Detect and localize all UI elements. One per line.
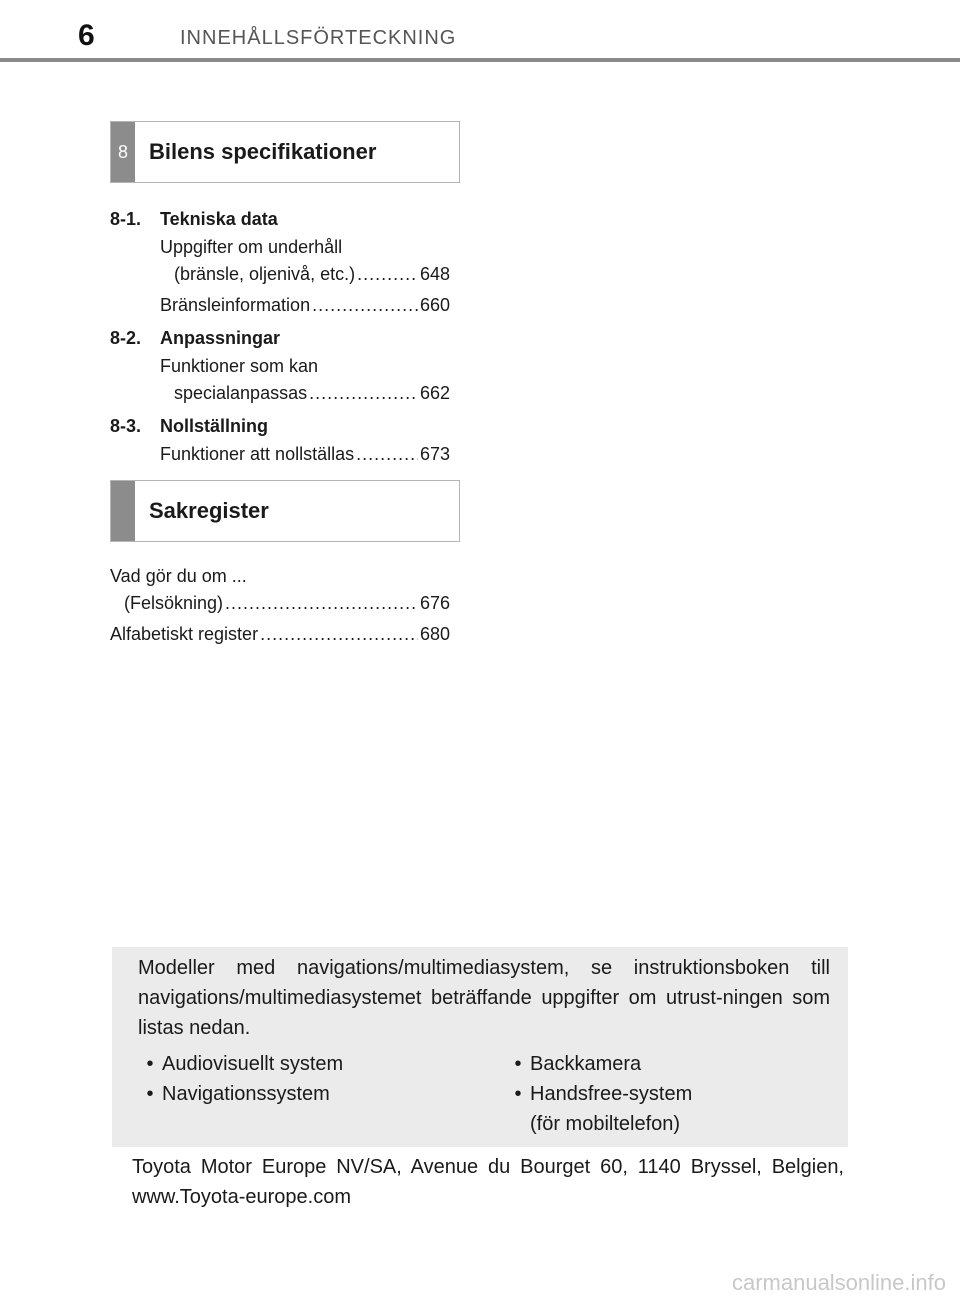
toc-entry[interactable] (110, 441, 450, 468)
section-heading-sakregister (110, 480, 460, 542)
entry-page: 680 (419, 624, 450, 644)
note-text: Modeller med navigations/multimediasystem, se instruktionsboken till navigations/multimediasystemet beträffande uppgifter om utrust-ningen som listas nedan. (138, 957, 830, 1039)
entry-text: Alfabetiskt register (110, 624, 259, 644)
page-number: 6 (78, 19, 95, 52)
entry-page: 676 (419, 593, 450, 613)
chapter-number: 8-1. (110, 209, 142, 229)
entry-text: Vad gör du om ... (110, 566, 247, 586)
entry-text: (Felsökning) (124, 593, 224, 613)
toc-chapter[interactable] (110, 204, 450, 234)
chapter-number: 8-2. (110, 328, 142, 348)
entry-page: 648 (419, 264, 450, 284)
section-title: Sakregister (149, 498, 269, 523)
list-item: • Backkamera (506, 1049, 692, 1079)
entry-page: 673 (419, 444, 450, 464)
section-heading-8 (110, 121, 460, 183)
section-tab-number: 8 (111, 122, 135, 182)
page-header (0, 0, 960, 64)
bullet-list-left (138, 1049, 343, 1109)
section-title: Bilens specifikationer (149, 139, 377, 164)
entry-text: (bränsle, oljenivå, etc.) (174, 264, 356, 284)
toc-section-8 (110, 204, 450, 468)
note-box (112, 947, 848, 1147)
list-item-text: Audiovisuellt system (162, 1053, 344, 1075)
toc-entry[interactable] (110, 621, 450, 648)
chapter-title: Tekniska data (160, 209, 278, 229)
toc-chapter[interactable] (110, 323, 450, 353)
leader-dots (260, 621, 418, 648)
entry-text: Funktioner att nollställas (160, 444, 355, 464)
header-rule (0, 58, 960, 62)
entry-text: Funktioner som kan (160, 356, 319, 376)
list-item-text: Handsfree-system (530, 1083, 693, 1105)
leader-dots (312, 292, 418, 319)
leader-dots (356, 441, 418, 468)
entry-text: specialanpassas (174, 383, 308, 403)
toc-entry[interactable] (110, 353, 450, 411)
list-item-subtext: (för mobiltelefon) (530, 1113, 681, 1135)
entry-text: Bränsleinformation (160, 295, 311, 315)
entry-page: 662 (419, 383, 450, 403)
list-item: • Audiovisuellt system (138, 1049, 343, 1079)
chapter-title: Nollställning (160, 416, 268, 436)
chapter-title: Anpassningar (160, 328, 281, 348)
list-item: • Handsfree-system (506, 1079, 692, 1109)
leader-dots (309, 380, 418, 407)
list-item-text: Backkamera (530, 1053, 642, 1075)
toc-entry[interactable] (110, 234, 450, 292)
entry-page: 660 (419, 295, 450, 315)
list-item-text: Navigationssystem (162, 1083, 330, 1105)
leader-dots (225, 590, 418, 617)
toc-index (110, 563, 450, 648)
section-tab (111, 481, 135, 541)
entry-text: Uppgifter om underhåll (160, 237, 343, 257)
toc-entry[interactable] (110, 292, 450, 323)
running-title: INNEHÅLLSFÖRTECKNING (180, 27, 457, 49)
toc-chapter[interactable] (110, 411, 450, 441)
toc-entry[interactable] (110, 563, 450, 621)
list-item: • Navigationssystem (138, 1079, 343, 1109)
bullet-list-right (506, 1049, 692, 1139)
leader-dots (357, 261, 418, 288)
watermark: carmanualsonline.info (731, 1270, 946, 1295)
chapter-number: 8-3. (110, 416, 142, 436)
publisher-address: Toyota Motor Europe NV/SA, Avenue du Bourget 60, 1140 Bryssel, Belgien, www.Toyota-europe.com (132, 1156, 844, 1208)
